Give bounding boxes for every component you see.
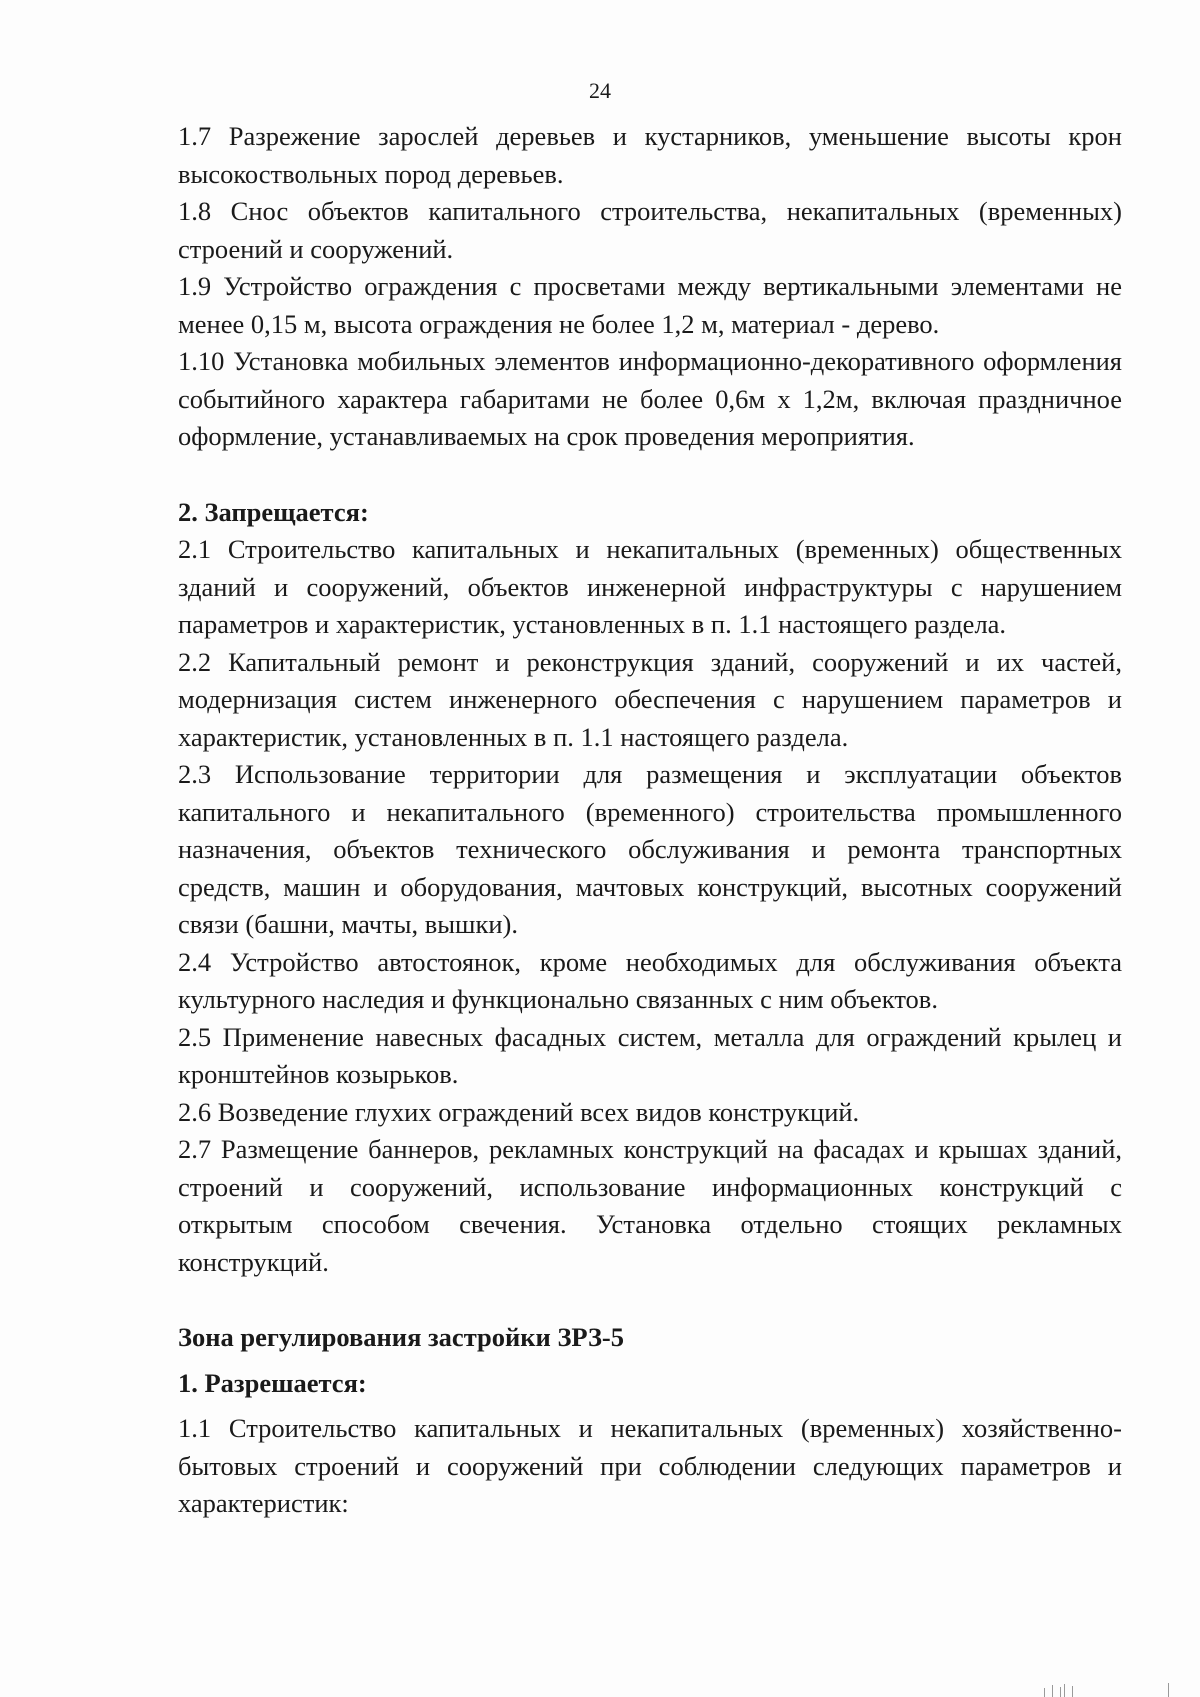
paragraph-1-10: 1.10 Установка мобильных элементов информационно-декоративного оформления событийного характера габаритами не более 0,6м х 1,2м, включая праздничное оформление, устанавливаемых на срок проведения мероприятия. — [178, 346, 1122, 451]
paragraph-1-9: 1.9 Устройство ограждения с просветами между вертикальными элементами не менее 0,15 м, высота ограждения не более 1,2 м, материал - дерево. — [178, 271, 1122, 339]
paragraph-2-6: 2.6 Возведение глухих ограждений всех видов конструкций. — [178, 1096, 860, 1127]
page-number: 24 — [589, 78, 611, 103]
paragraph-2-4: 2.4 Устройство автостоянок, кроме необходимых для обслуживания объекта культурного наследия и функционально связанных с ним объектов. — [178, 946, 1122, 1014]
paragraph-1-8: 1.8 Снос объектов капитального строительства, некапитальных (временных) строений и сооружений. — [178, 196, 1122, 264]
paragraph-1-7: 1.7 Разрежение зарослей деревьев и кустарников, уменьшение высоты крон высокоствольных пород деревьев. — [178, 121, 1122, 189]
paragraph-2-1: 2.1 Строительство капитальных и некапитальных (временных) общественных зданий и сооружений, объектов инженерной инфраструктуры с нарушением параметров и характеристик, установленных в п. 1.1 настоящего раздела. — [178, 534, 1122, 639]
paragraph-2-3: 2.3 Использование территории для размещения и эксплуатации объектов капитального и некапитального (временного) строительства промышленного назначения, объектов технического обслуживания и ремонта транспортных средств, машин и оборудования, мачтовых конструкций, высотных сооружений связи (башни, мачты, вышки). — [178, 759, 1122, 939]
zone-title: Зона регулирования застройки ЗРЗ-5 — [178, 1322, 625, 1352]
scan-artifact-marks — [1030, 1680, 1180, 1697]
paragraph-2-7: 2.7 Размещение баннеров, рекламных конструкций на фасадах и крышах зданий, строений и сооружений, использование информационных конструкций с открытым способом свечения. Установка отдельно стоящих рекламных конструкций. — [178, 1134, 1122, 1277]
section-heading-prohibited: 2. Запрещается: — [178, 496, 369, 527]
paragraph-2-5: 2.5 Применение навесных фасадных систем, металла для ограждений крылец и кронштейнов козырьков. — [178, 1021, 1122, 1089]
section-heading-allowed: 1. Разрешается: — [178, 1367, 367, 1398]
paragraph-zone-1-1: 1.1 Строительство капитальных и некапитальных (временных) хозяйственно-бытовых строений и сооружений при соблюдении следующих параметров и характеристик: — [178, 1413, 1122, 1518]
page-content — [178, 118, 1122, 1523]
paragraph-2-2: 2.2 Капитальный ремонт и реконструкция зданий, сооружений и их частей, модернизация систем инженерного обеспечения с нарушением параметров и характеристик, установленных в п. 1.1 настоящего раздела. — [178, 646, 1122, 752]
